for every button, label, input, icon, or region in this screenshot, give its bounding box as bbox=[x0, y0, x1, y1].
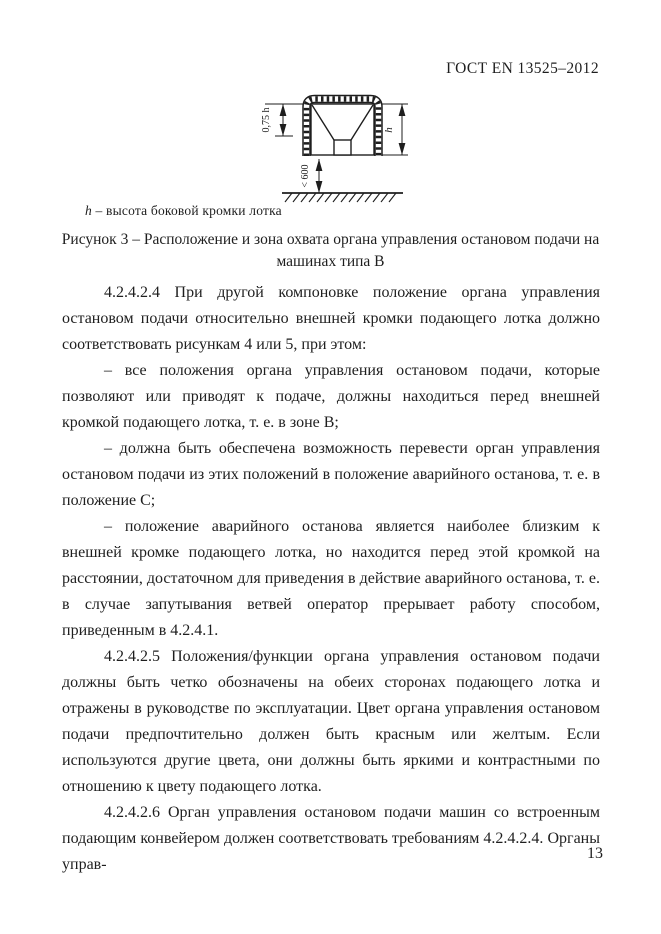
list-item-zone-b: – все положения органа управления остановом подачи, которые позволяют или приводят к подаче, должны находиться перед внешней кромкой подающего лотка, т. е. в зоне B; bbox=[62, 362, 600, 431]
hopper-diagram bbox=[240, 86, 430, 208]
hopper-body bbox=[311, 104, 374, 155]
paragraph-4-2-4-2-5: 4.2.4.2.5 Положения/функции органа управления остановом подачи должны быть четко обозначены на обеих сторонах подающего лотка и отражены в руководстве по эксплуатации. Цвет органа управления остановом подачи предпочтительно должен быть красным или желтым. Если используются другие цвета, они должны быть яркими и контрастными по отношению к цвету подающего лотка. bbox=[62, 648, 600, 795]
dim-label-075h: 0,75 h bbox=[261, 107, 272, 133]
page-number: 13 bbox=[587, 845, 603, 862]
dim-label-h: h bbox=[383, 127, 395, 133]
dim-label-600: < 600 bbox=[300, 164, 311, 188]
figure-legend: h – высота боковой кромки лотка bbox=[85, 203, 282, 218]
document-standard-header: ГОСТ EN 13525–2012 bbox=[446, 60, 599, 77]
paragraph-4-2-4-2-6: 4.2.4.2.6 Орган управления остановом подачи машин со встроенным подающим конвейером должен соответствовать требованиям 4.2.4.2.4. Органы управ- bbox=[62, 804, 600, 873]
paragraph-4-2-4-2-4: 4.2.4.2.4 При другой компоновке положение органа управления остановом подачи относительно внешней кромки подающего лотка должно соответствовать рисункам 4 или 5, при этом: bbox=[62, 284, 600, 353]
figure-caption: Рисунок 3 – Расположение и зона охвата органа управления остановом подачи на машинах типа B bbox=[61, 231, 600, 270]
ground-line bbox=[282, 193, 403, 202]
list-item-emergency-stop: – положение аварийного останова является наиболее близким к внешней кромке подающего лотка, но находится перед этой кромкой на расстоянии, достаточном для приведения в действие аварийного останова, т. е. в случае запутывания ветвей оператор прерывает работу способом, приведенным в 4.2.4.1. bbox=[62, 518, 600, 639]
figure-3-drawing bbox=[240, 86, 430, 208]
list-item-position-c: – должна быть обеспечена возможность перевести орган управления остановом подачи из этих положений в положение аварийного останова, т. е. в положение C; bbox=[62, 440, 600, 509]
body-text bbox=[62, 280, 600, 878]
